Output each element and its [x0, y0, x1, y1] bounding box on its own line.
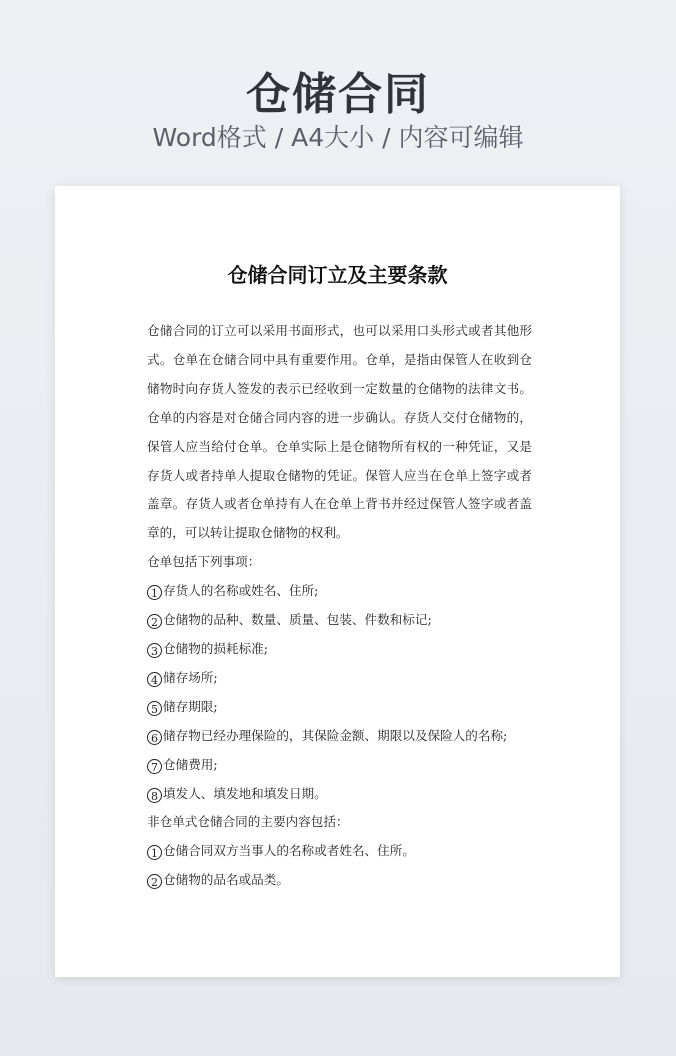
banner-title: 仓储合同 [246, 69, 430, 120]
document-page [55, 186, 620, 977]
document-heading: 仓储合同订立及主要条款 [227, 263, 448, 287]
list-item-text: 仓储合同双方当事人的名称或者姓名、住所。 [163, 843, 415, 859]
banner-subtitle: Word格式 / A4大小 / 内容可编辑 [152, 123, 524, 152]
list-item-text: 储存场所; [163, 669, 218, 685]
list-item-text: 仓储物的品名或品类。 [163, 872, 289, 888]
circled-number: 1 [147, 585, 162, 600]
list-item [147, 577, 532, 606]
list-item-text: 仓储费用; [163, 756, 218, 772]
circled-number: 3 [147, 643, 162, 658]
list-item [147, 751, 532, 780]
list-item [147, 866, 532, 895]
circled-number: 8 [147, 788, 162, 803]
circled-number: 7 [147, 759, 162, 774]
list-item [147, 722, 532, 751]
list-item [147, 635, 532, 664]
list-item [147, 693, 532, 722]
circled-number: 4 [147, 672, 162, 687]
list1-heading: 仓单包括下列事项： [147, 554, 261, 570]
list-item-text: 仓储物的损耗标准; [163, 640, 268, 656]
list-item [147, 664, 532, 693]
list2-heading: 非仓单式仓储合同的主要内容包括： [147, 814, 349, 830]
circled-number: 2 [147, 614, 162, 629]
list-item [147, 837, 532, 866]
circled-number: 1 [147, 845, 162, 860]
intro-paragraph: 仓储合同的订立可以采用书面形式，也可以采用口头形式或者其他形式。仓单在仓储合同中具有重要作用。仓单，是指由保管人在收到仓储物时向存货人签发的表示已经收到一定数量的仓储物的法律文书。仓单的内容是对仓储合同内容的进一步确认。存货人交付仓储物的，保管人应当给付仓单。仓单实际上是仓储物所有权的一种凭证，又是存货人或者持单人提取仓储物的凭证。保管人应当在仓单上签字或者盖章。存货人或者仓单持有人在仓单上背书并经过保管人签字或者盖章的，可以转让提取仓储物的权利。 [147, 323, 532, 541]
list-item [147, 780, 532, 809]
list-item-text: 存货人的名称或姓名、住所; [163, 583, 319, 599]
list-item-text: 仓储物的品种、数量、质量、包装、件数和标记; [163, 612, 432, 628]
list-item-text: 填发人、填发地和填发日期。 [163, 785, 327, 801]
circled-number: 6 [147, 730, 162, 745]
circled-number: 2 [147, 874, 162, 889]
circled-number: 5 [147, 701, 162, 716]
list-item [147, 606, 532, 635]
list-item-text: 储存期限; [163, 698, 218, 714]
list-item-text: 储存物已经办理保险的，其保险金额、期限以及保险人的名称; [163, 727, 508, 743]
document-body [147, 317, 532, 895]
